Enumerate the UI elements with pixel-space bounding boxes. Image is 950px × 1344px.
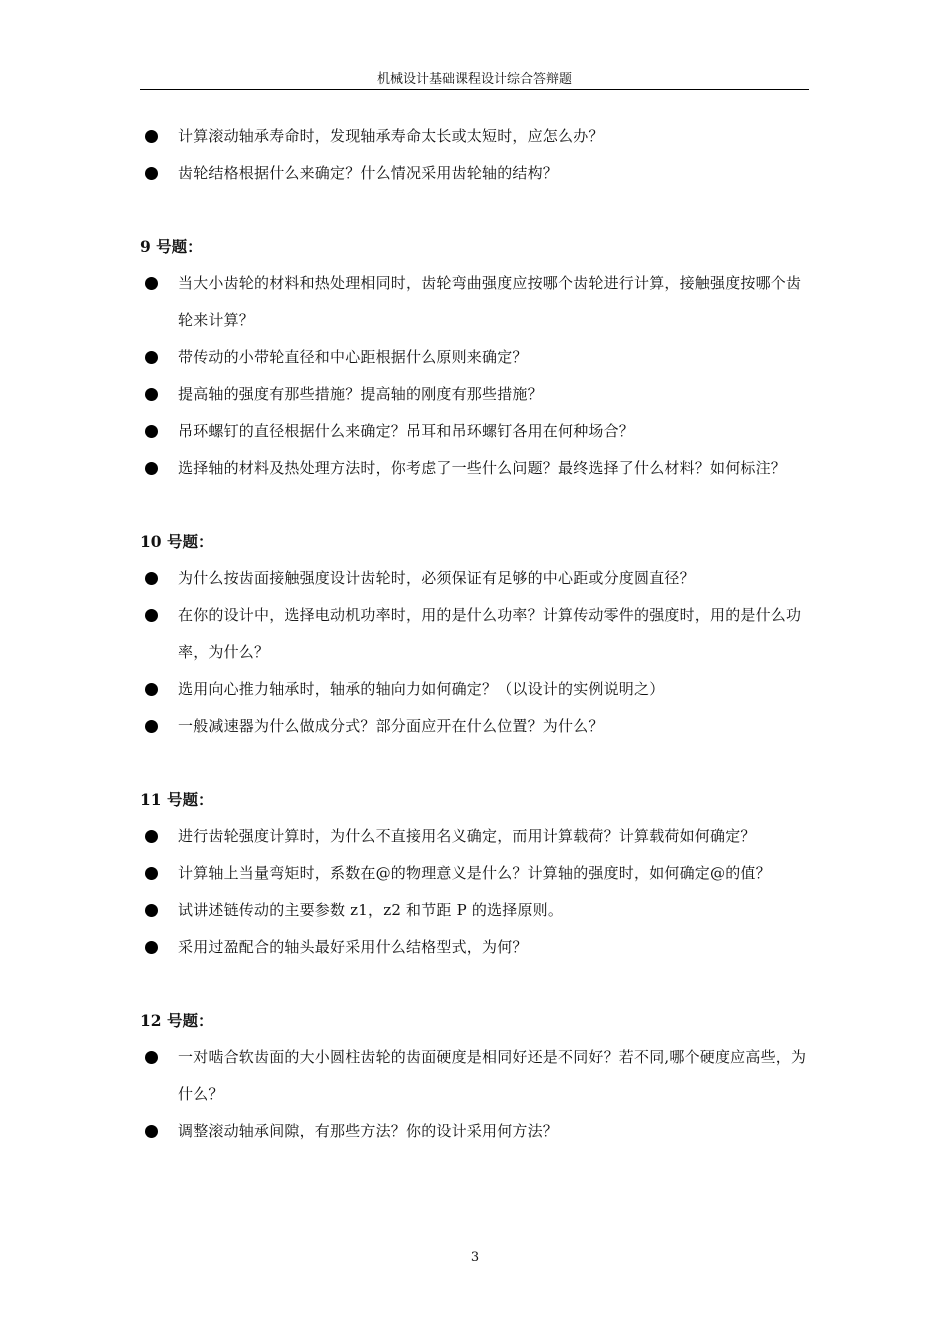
bullet-icon (145, 1051, 158, 1064)
list-item (140, 413, 809, 450)
list-item-text: 带传动的小带轮直径和中心距根据什么原则来确定？ (178, 348, 528, 366)
bullet-icon (145, 462, 158, 475)
list-item (140, 376, 809, 413)
list-item-text: 提高轴的强度有那些措施？提高轴的刚度有那些措施？ (178, 385, 543, 403)
bullet-icon (145, 425, 158, 438)
list-item-text: 一对啮合软齿面的大小圆柱齿轮的齿面硬度是相同好还是不同好？若不同,哪个硬度应高些，为什么？ (178, 1048, 807, 1103)
document-body (140, 118, 809, 1150)
section-title-11: 11 号题： (140, 790, 214, 809)
list-item (140, 929, 809, 966)
list-item (140, 892, 809, 929)
list-item-text: 计算滚动轴承寿命时，发现轴承寿命太长或太短时，应怎么办？ (178, 127, 604, 145)
page-header: 机械设计基础课程设计综合答辩题 (140, 70, 809, 90)
list-item (140, 671, 809, 708)
bullet-icon (145, 277, 158, 290)
list-item (140, 818, 809, 855)
bullet-icon (145, 572, 158, 585)
list-item (140, 708, 809, 745)
list-item-text: 当大小齿轮的材料和热处理相同时，齿轮弯曲强度应按哪个齿轮进行计算，接触强度按哪个齿轮来计算？ (178, 274, 802, 329)
bullet-icon (145, 867, 158, 880)
bullet-icon (145, 941, 158, 954)
section-title-9: 9 号题： (140, 237, 203, 256)
bullet-icon (145, 1125, 158, 1138)
bullet-icon (145, 351, 158, 364)
list-item (140, 339, 809, 376)
bullet-icon (145, 130, 158, 143)
list-item (140, 265, 809, 339)
list-item (140, 155, 809, 192)
bullet-icon (145, 167, 158, 180)
list-item-text: 调整滚动轴承间隙，有那些方法？你的设计采用何方法？ (178, 1122, 559, 1140)
bullet-icon (145, 720, 158, 733)
list-item-text: 采用过盈配合的轴头最好采用什么结格型式，为何？ (178, 938, 528, 956)
list-item-text: 选用向心推力轴承时，轴承的轴向力如何确定？（以设计的实例说明之） (178, 680, 665, 698)
list-item (140, 450, 809, 487)
page-number: 3 (470, 1250, 480, 1265)
section-title-12: 12 号题： (140, 1011, 214, 1030)
section-title-10: 10 号题： (140, 532, 214, 551)
list-item-text: 齿轮结格根据什么来确定？什么情况采用齿轮轴的结构？ (178, 164, 559, 182)
bullet-icon (145, 904, 158, 917)
list-item-text: 吊环螺钉的直径根据什么来确定？吊耳和吊环螺钉各用在何种场合？ (178, 422, 635, 440)
list-item (140, 118, 809, 155)
bullet-icon (145, 609, 158, 622)
bullet-icon (145, 683, 158, 696)
list-item (140, 855, 809, 892)
list-item-text: 试讲述链传动的主要参数 z1，z2 和节距 P 的选择原则。 (178, 901, 564, 919)
list-item-text: 一般减速器为什么做成分式？部分面应开在什么位置？为什么？ (178, 717, 604, 735)
bullet-icon (145, 388, 158, 401)
list-item (140, 560, 809, 597)
list-item-text: 进行齿轮强度计算时，为什么不直接用名义确定，而用计算载荷？计算载荷如何确定？ (178, 827, 756, 845)
list-item-text: 选择轴的材料及热处理方法时，你考虑了一些什么问题？最终选择了什么材料？如何标注？ (178, 459, 787, 477)
list-item (140, 597, 809, 671)
list-item-text: 计算轴上当量弯矩时，系数在@的物理意义是什么？计算轴的强度时，如何确定@的值？ (178, 864, 771, 882)
list-item (140, 1039, 809, 1113)
bullet-icon (145, 830, 158, 843)
list-item (140, 1113, 809, 1150)
list-item-text: 在你的设计中，选择电动机功率时，用的是什么功率？计算传动零件的强度时，用的是什么功率，为什么？ (178, 606, 802, 661)
list-item-text: 为什么按齿面接触强度设计齿轮时，必须保证有足够的中心距或分度圆直径？ (178, 569, 695, 587)
